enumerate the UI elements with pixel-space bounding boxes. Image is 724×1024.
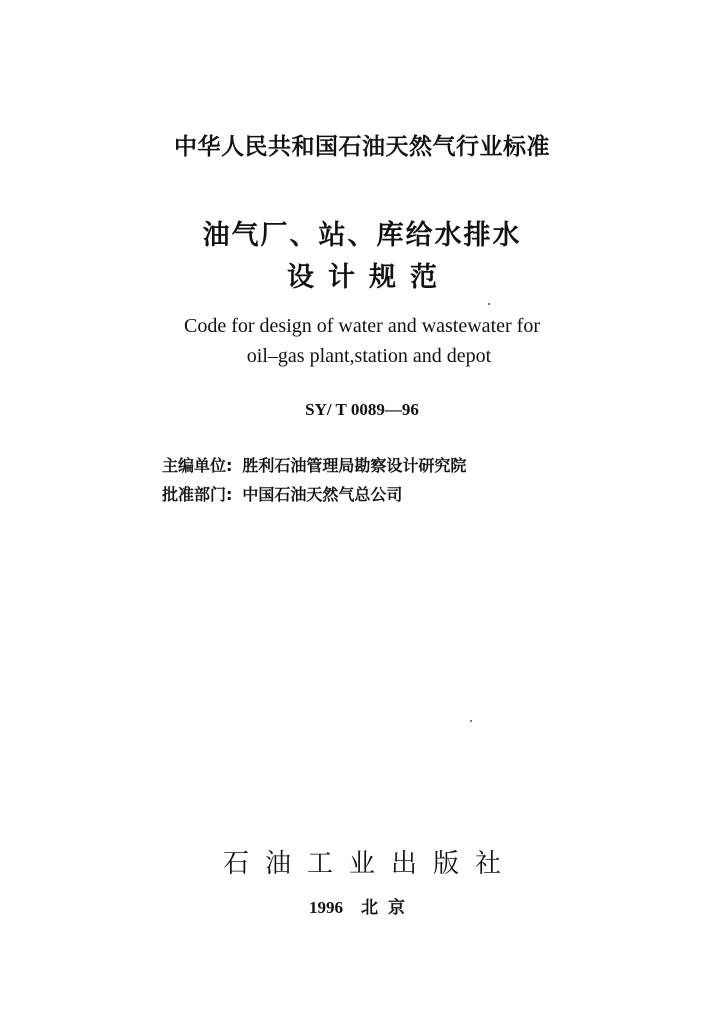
approver-label: 批准部门: [162, 485, 233, 504]
publisher-name: 石油工业出版社 [222, 849, 517, 879]
standard-number: SY/ T 0089—96 [305, 400, 419, 419]
imprint-line [0, 893, 724, 918]
title-chinese-line-2: 设计规范 [287, 262, 451, 293]
chief-editor-row [162, 453, 466, 476]
chief-editor-value: 胜利石油管理局勘察设计研究院 [242, 456, 467, 475]
title-english-line-2: oil–gas plant,station and depot [246, 345, 492, 367]
standard-category: 中华人民共和国石油天然气行业标准 [174, 134, 550, 160]
scan-speck [470, 720, 472, 722]
title-chinese-line-1: 油气厂、站、库给水排水 [202, 220, 522, 251]
approver-row [162, 482, 402, 505]
chief-editor-label: 主编单位: [162, 456, 233, 475]
publication-year: 1996 [309, 898, 343, 917]
scan-speck [488, 303, 490, 305]
publication-city: 北京 [361, 898, 415, 917]
title-english-line-1: Code for design of water and wastewater for [184, 315, 540, 337]
approver-value: 中国石油天然气总公司 [242, 485, 403, 504]
